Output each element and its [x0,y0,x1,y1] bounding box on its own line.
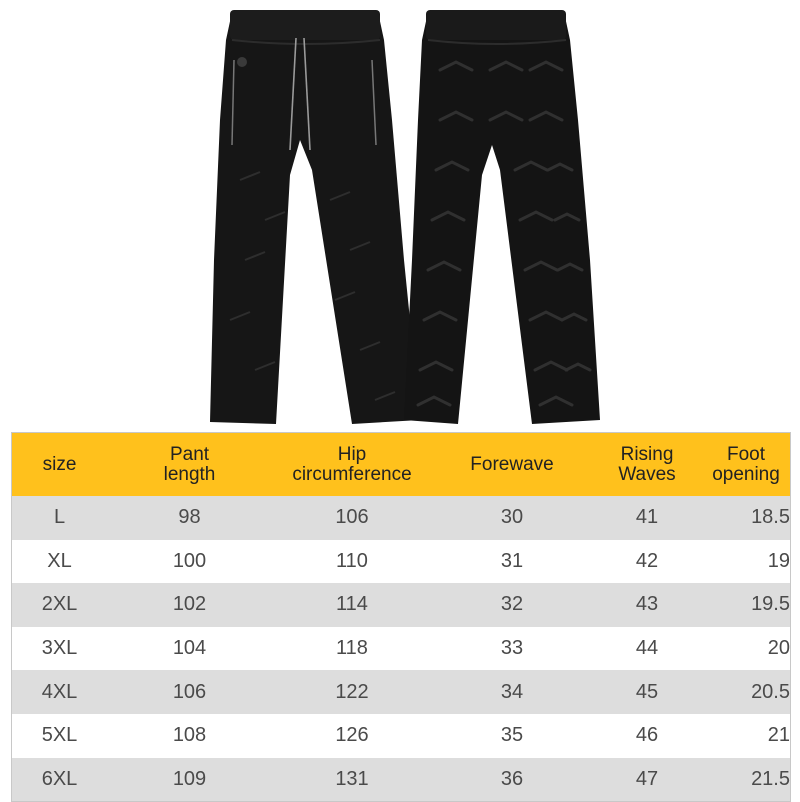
table-row [12,670,790,714]
cell-size: 2XL [41,593,78,616]
cell-rising-waves: 42 [635,549,659,572]
cell-size: 5XL [41,724,78,747]
cell-foot-opening: 21 [767,724,790,747]
pants-back [404,10,600,424]
pants-front [210,10,420,424]
cell-rising-waves: 44 [635,637,659,660]
cell-size: XL [47,549,72,572]
cell-pant-length: 104 [172,637,207,660]
cell-hip: 126 [335,724,369,747]
cell-foot-opening: 20.5 [751,680,790,703]
cell-forewave: 31 [500,549,524,572]
table-row [12,627,790,671]
size-chart-table [11,432,791,802]
cell-forewave: 34 [500,680,524,703]
table-row [12,758,790,802]
header-foot-opening: Foot opening [712,443,780,485]
cell-rising-waves: 46 [635,724,659,747]
table-row [12,496,790,540]
header-hip-circumference: Hip circumference [292,443,412,485]
table-row [12,714,790,758]
cell-forewave: 33 [500,637,524,660]
cell-pant-length: 100 [172,549,207,572]
cell-rising-waves: 41 [635,506,659,529]
cell-rising-waves: 45 [635,680,659,703]
cell-forewave: 36 [500,767,524,790]
cell-size: 6XL [41,767,78,790]
cell-rising-waves: 47 [635,767,659,790]
table-header-row [12,433,790,496]
cell-pant-length: 102 [172,593,207,616]
cell-pant-length: 106 [172,680,207,703]
cell-foot-opening: 19.5 [751,593,790,616]
table-row [12,583,790,627]
cell-pant-length: 109 [172,767,207,790]
cell-hip: 110 [336,549,368,572]
cell-forewave: 35 [500,724,524,747]
cell-pant-length: 98 [178,506,201,529]
cell-rising-waves: 43 [635,593,659,616]
cell-foot-opening: 19 [767,549,790,572]
cell-pant-length: 108 [172,724,207,747]
cell-size: 4XL [41,680,78,703]
cell-forewave: 32 [500,593,524,616]
cell-size: 3XL [41,637,78,660]
header-forewave: Forewave [470,453,554,475]
header-size: size [42,453,77,475]
cell-foot-opening: 18.5 [751,506,790,529]
table-row [12,540,790,584]
header-rising-waves: Rising Waves [618,443,676,485]
cell-hip: 106 [335,506,369,529]
cell-foot-opening: 20 [767,637,790,660]
cell-hip: 118 [336,637,368,660]
cell-foot-opening: 21.5 [751,767,790,790]
cell-hip: 114 [336,593,368,616]
cell-hip: 131 [335,767,369,790]
cell-forewave: 30 [500,506,524,529]
header-pant-length: Pant length [163,443,216,485]
cell-size: L [53,506,66,529]
cell-hip: 122 [335,680,369,703]
